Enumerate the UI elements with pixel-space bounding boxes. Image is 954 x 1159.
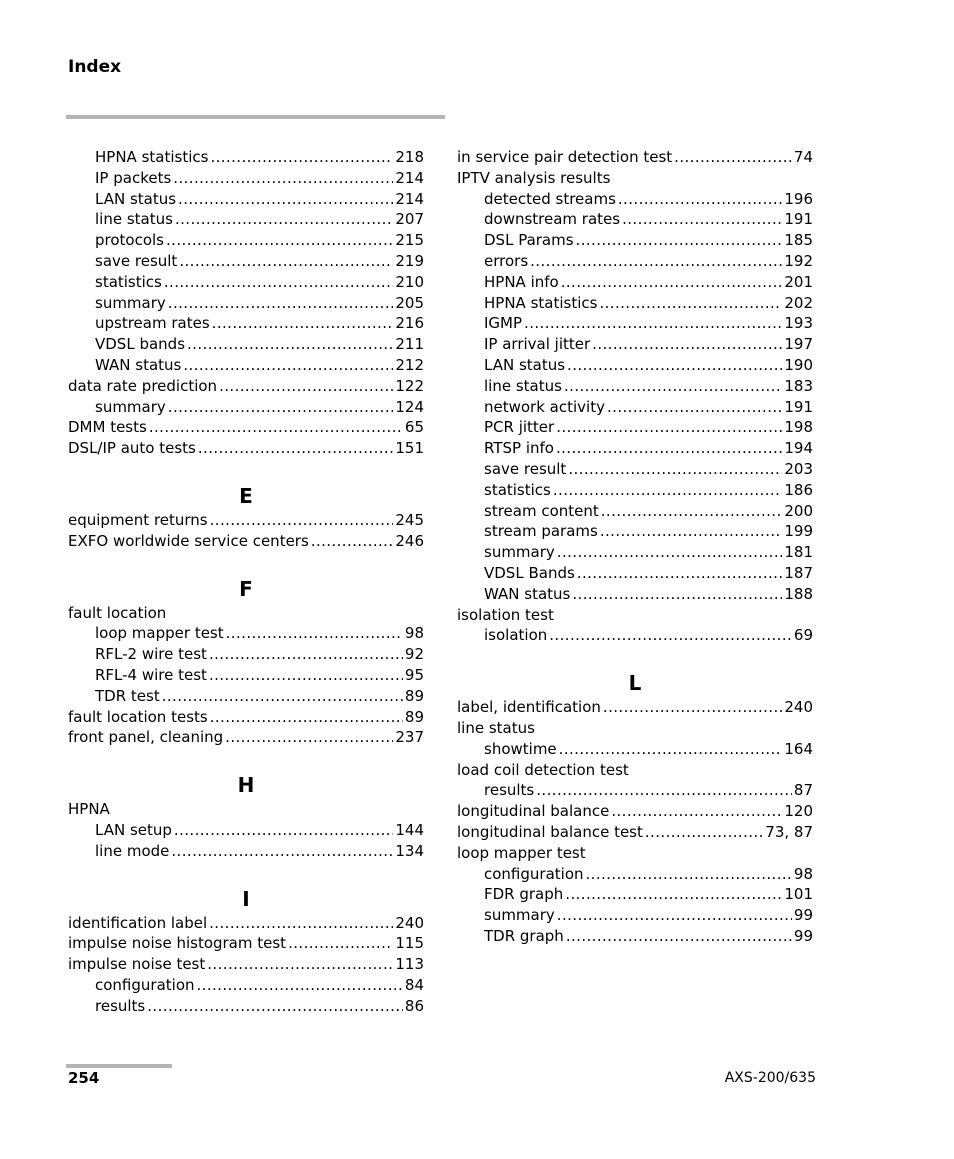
index-subentry [68, 293, 424, 314]
index-entry-page: 120 [784, 802, 813, 821]
index-entry [457, 168, 813, 189]
index-entry-page: 69 [793, 626, 813, 645]
index-entry-page: 203 [784, 459, 813, 478]
dot-leader [219, 376, 393, 397]
index-entry-label: stream params [484, 522, 598, 541]
index-subentry [68, 665, 424, 686]
dot-leader [586, 864, 792, 885]
index-entry [457, 697, 813, 718]
index-entry [457, 843, 813, 864]
index-entry-label: RFL-4 wire test [95, 665, 207, 684]
index-subentry [68, 168, 424, 189]
index-entry-page: 73, 87 [765, 822, 813, 841]
index-entry-label: DMM tests [68, 418, 147, 437]
index-entry-page: 205 [395, 293, 424, 312]
footer-document-id: AXS-200/635 [724, 1070, 816, 1086]
index-entry-label: impulse noise histogram test [68, 934, 287, 953]
index-entry [68, 603, 424, 624]
index-entry-page: 89 [404, 707, 424, 726]
index-subentry [457, 313, 813, 334]
dot-leader [592, 334, 782, 355]
index-section-letter: H [237, 773, 255, 798]
index-entry-page: 219 [395, 251, 424, 270]
index-entry-page: 95 [404, 665, 424, 684]
index-entry-page: 185 [784, 231, 813, 250]
dot-leader [603, 697, 782, 718]
index-subentry [457, 780, 813, 801]
index-section-letter: E [239, 483, 253, 508]
index-entry-label: IGMP [484, 314, 523, 333]
index-entry-page: 246 [395, 531, 424, 550]
index-entry-label: HPNA info [484, 272, 559, 291]
index-entry-label: LAN status [95, 189, 177, 208]
index-entry-label: line status [95, 210, 173, 229]
index-entry-label: configuration [95, 975, 195, 994]
dot-leader [162, 686, 403, 707]
index-entry-label: line status [457, 718, 535, 737]
index-entry-page: 216 [395, 314, 424, 333]
index-subentry [68, 189, 424, 210]
index-entry-label: summary [95, 293, 166, 312]
index-subentry [68, 230, 424, 251]
index-entry-label: HPNA statistics [484, 293, 598, 312]
index-subentry [68, 272, 424, 293]
index-subentry [68, 397, 424, 418]
index-entry-page: 190 [784, 355, 813, 374]
index-entry-page: 183 [784, 376, 813, 395]
dot-leader [566, 926, 792, 947]
index-entry-page: 193 [784, 314, 813, 333]
index-entry-page: 164 [784, 739, 813, 758]
dot-leader [187, 334, 393, 355]
index-entry-label: showtime [484, 739, 557, 758]
index-entry-page: 115 [395, 934, 424, 953]
index-entry-label: IPTV analysis results [457, 168, 611, 187]
index-subentry [68, 686, 424, 707]
index-entry-page: 65 [404, 418, 424, 437]
index-subentry [457, 438, 813, 459]
index-entry-label: fault location tests [68, 707, 208, 726]
index-entry-page: 188 [784, 584, 813, 603]
index-entry-page: 99 [793, 906, 813, 925]
index-subentry [68, 644, 424, 665]
dot-leader [225, 727, 393, 748]
page-header-title: Index [68, 57, 122, 77]
index-subentry [457, 926, 813, 947]
index-entry-label: WAN status [484, 584, 571, 603]
index-subentry [457, 209, 813, 230]
dot-leader [572, 584, 782, 605]
index-entry-label: upstream rates [95, 314, 210, 333]
index-entry-page: 214 [395, 168, 424, 187]
dot-leader [564, 376, 782, 397]
index-entry-page: 212 [395, 355, 424, 374]
index-entry-label: WAN status [95, 355, 182, 374]
index-entry-page: 124 [395, 397, 424, 416]
index-entry-label: TDR graph [484, 926, 564, 945]
dot-leader [557, 905, 792, 926]
index-entry-label: line mode [95, 841, 170, 860]
index-entry-label: network activity [484, 397, 605, 416]
index-entry-label: IP packets [95, 168, 172, 187]
index-entry-page: 181 [784, 543, 813, 562]
index-entry-page: 199 [784, 522, 813, 541]
index-column-left [68, 147, 424, 1017]
index-entry-label: protocols [95, 231, 165, 250]
index-entry-label: in service pair detection test [457, 148, 673, 166]
dot-leader [618, 189, 782, 210]
index-entry [68, 438, 424, 459]
dot-leader [568, 459, 782, 480]
dot-leader [553, 480, 782, 501]
index-entry-page: 237 [395, 728, 424, 747]
index-entry-page: 200 [784, 501, 813, 520]
dot-leader [561, 272, 783, 293]
index-subentry [457, 189, 813, 210]
index-subentry [457, 625, 813, 646]
index-entry-label: DSL/IP auto tests [68, 439, 196, 458]
index-subentry [457, 293, 813, 314]
index-entry-label: loop mapper test [95, 624, 224, 643]
index-entry [457, 147, 813, 168]
index-entry [68, 933, 424, 954]
index-entry-label: data rate prediction [68, 376, 218, 395]
index-subentry [68, 996, 424, 1017]
index-entry-label: save result [484, 459, 567, 478]
index-subentry [457, 739, 813, 760]
index-entry-page: 202 [784, 293, 813, 312]
dot-leader [607, 397, 782, 418]
index-entry-page: 187 [784, 563, 813, 582]
index-column-right [457, 147, 813, 947]
dot-leader [210, 510, 394, 531]
dot-leader [556, 438, 782, 459]
dot-leader [530, 251, 782, 272]
dot-leader [171, 841, 393, 862]
index-entry [68, 727, 424, 748]
index-section-letter: I [242, 886, 250, 911]
index-entry-label: downstream rates [484, 210, 621, 229]
index-entry [68, 913, 424, 934]
index-subentry [457, 542, 813, 563]
index-subentry [68, 841, 424, 862]
index-subentry [457, 251, 813, 272]
index-subentry [457, 355, 813, 376]
index-entry-page: 201 [784, 272, 813, 291]
index-entry-page: 101 [784, 885, 813, 904]
index-subentry [457, 563, 813, 584]
index-entry-page: 98 [793, 864, 813, 883]
index-entry-label: equipment returns [68, 510, 208, 529]
index-entry-page: 89 [404, 686, 424, 705]
index-entry [68, 531, 424, 552]
index-entry-label: TDR test [95, 686, 160, 705]
index-entry-label: save result [95, 251, 178, 270]
dot-leader [168, 397, 394, 418]
index-entry-label: RFL-2 wire test [95, 645, 207, 664]
index-entry [457, 605, 813, 626]
index-subentry [457, 397, 813, 418]
index-entry-page: 74 [793, 148, 813, 166]
index-entry-page: 194 [784, 439, 813, 458]
index-subentry [457, 417, 813, 438]
index-entry [68, 376, 424, 397]
dot-leader [209, 665, 403, 686]
dot-leader [164, 272, 393, 293]
index-entry-label: isolation [484, 626, 548, 645]
index-entry-label: impulse noise test [68, 955, 206, 974]
index-entry-page: 99 [793, 926, 813, 945]
index-entry-page: 198 [784, 418, 813, 437]
index-entry-label: label, identification [457, 698, 601, 717]
index-entry [457, 718, 813, 739]
dot-leader [198, 438, 393, 459]
index-entry-page: 84 [404, 975, 424, 994]
dot-leader [175, 209, 393, 230]
index-entry-label: results [95, 996, 146, 1015]
dot-leader [179, 251, 393, 272]
dot-leader [210, 707, 403, 728]
index-subentry [457, 376, 813, 397]
index-subentry [457, 334, 813, 355]
index-entry-label: identification label [68, 913, 208, 932]
index-entry-label: configuration [484, 864, 584, 883]
dot-leader [577, 563, 783, 584]
index-subentry [457, 459, 813, 480]
dot-leader [565, 884, 782, 905]
index-entry-page: 113 [395, 955, 424, 974]
index-entry-page: 92 [404, 645, 424, 664]
index-entry [68, 954, 424, 975]
dot-leader [549, 625, 792, 646]
dot-leader [556, 417, 782, 438]
index-entry-page: 218 [395, 148, 424, 166]
index-entry-page: 98 [404, 624, 424, 643]
index-entry-label: RTSP info [484, 439, 554, 458]
index-entry-label: statistics [484, 480, 551, 499]
index-entry-label: LAN status [484, 355, 566, 374]
index-entry-page: 192 [784, 251, 813, 270]
index-subentry [68, 313, 424, 334]
index-entry-label: loop mapper test [457, 843, 586, 862]
index-entry [457, 801, 813, 822]
dot-leader [183, 355, 393, 376]
dot-leader [674, 147, 792, 168]
index-entry-label: load coil detection test [457, 760, 629, 779]
dot-leader [524, 313, 782, 334]
index-entry-label: line status [484, 376, 562, 395]
index-entry-label: VDSL bands [95, 335, 186, 354]
dot-leader [209, 913, 393, 934]
index-entry-page: 87 [793, 781, 813, 800]
dot-leader [645, 822, 763, 843]
dot-leader [559, 739, 783, 760]
dot-leader [601, 501, 783, 522]
dot-leader [611, 801, 782, 822]
index-entry-label: LAN setup [95, 820, 172, 839]
index-subentry [457, 480, 813, 501]
index-section-letter: L [628, 671, 642, 696]
index-subentry [457, 584, 813, 605]
dot-leader [207, 954, 393, 975]
index-entry-page: 240 [395, 913, 424, 932]
dot-leader [226, 623, 403, 644]
index-entry-label: IP arrival jitter [484, 335, 591, 354]
index-subentry [457, 272, 813, 293]
index-subentry [457, 864, 813, 885]
dot-leader [147, 996, 403, 1017]
index-entry-page: 191 [784, 210, 813, 229]
dot-leader [622, 209, 782, 230]
dot-leader [173, 168, 393, 189]
dot-leader [311, 531, 394, 552]
dot-leader [536, 780, 792, 801]
index-entry-page: 240 [784, 698, 813, 717]
index-entry-label: fault location [68, 603, 167, 622]
index-entry-label: EXFO worldwide service centers [68, 531, 309, 550]
index-subentry [68, 623, 424, 644]
index-entry-label: summary [95, 397, 166, 416]
index-subentry [457, 521, 813, 542]
index-entry-label: front panel, cleaning [68, 728, 224, 747]
index-entry [68, 799, 424, 820]
index-entry-page: 191 [784, 397, 813, 416]
index-subentry [457, 884, 813, 905]
index-entry [68, 417, 424, 438]
index-entry-label: HPNA [68, 800, 110, 819]
footer-page-number: 254 [68, 1069, 100, 1087]
index-entry [68, 510, 424, 531]
index-subentry [457, 230, 813, 251]
index-entry-page: 245 [395, 510, 424, 529]
dot-leader [576, 230, 783, 251]
index-entry-page: 196 [784, 189, 813, 208]
index-subentry [68, 251, 424, 272]
index-entry-label: DSL Params [484, 231, 574, 250]
index-subentry [68, 355, 424, 376]
index-entry-page: 144 [395, 820, 424, 839]
index-entry [457, 822, 813, 843]
dot-leader [599, 293, 782, 314]
index-subentry [457, 501, 813, 522]
index-entry-page: 211 [395, 335, 424, 354]
dot-leader [600, 521, 783, 542]
dot-leader [210, 147, 393, 168]
dot-leader [197, 975, 403, 996]
index-entry-label: FDR graph [484, 885, 564, 904]
index-subentry [68, 147, 424, 168]
index-subentry [457, 905, 813, 926]
index-entry [68, 707, 424, 728]
index-subentry [68, 209, 424, 230]
dot-leader [168, 293, 394, 314]
dot-leader [557, 542, 783, 563]
dot-leader [174, 820, 393, 841]
footer-rule [66, 1064, 172, 1068]
index-entry-page: 210 [395, 272, 424, 291]
index-entry-label: results [484, 781, 535, 800]
index-subentry [68, 820, 424, 841]
dot-leader [567, 355, 782, 376]
index-entry-label: PCR jitter [484, 418, 555, 437]
index-entry-label: longitudinal balance test [457, 822, 643, 841]
index-entry-label: summary [484, 906, 555, 925]
index-entry-page: 134 [395, 841, 424, 860]
index-section-letter: F [239, 576, 253, 601]
index-entry-page: 207 [395, 210, 424, 229]
index-entry-label: errors [484, 251, 529, 270]
index-entry-label: statistics [95, 272, 162, 291]
index-entry [457, 760, 813, 781]
index-entry-label: VDSL Bands [484, 563, 575, 582]
dot-leader [149, 417, 403, 438]
dot-leader [166, 230, 393, 251]
index-entry-label: isolation test [457, 605, 554, 624]
index-entry-page: 151 [395, 439, 424, 458]
header-rule [66, 115, 445, 119]
index-entry-page: 86 [404, 996, 424, 1015]
index-entry-page: 122 [395, 376, 424, 395]
index-subentry [68, 975, 424, 996]
dot-leader [209, 644, 403, 665]
index-subentry [68, 334, 424, 355]
index-entry-label: summary [484, 543, 555, 562]
index-entry-label: longitudinal balance [457, 802, 610, 821]
index-entry-label: stream content [484, 501, 599, 520]
dot-leader [212, 313, 394, 334]
dot-leader [288, 933, 393, 954]
index-entry-page: 186 [784, 480, 813, 499]
dot-leader [178, 189, 393, 210]
index-entry-label: detected streams [484, 189, 616, 208]
index-entry-page: 215 [395, 231, 424, 250]
index-entry-page: 197 [784, 335, 813, 354]
index-entry-page: 214 [395, 189, 424, 208]
index-entry-label: HPNA statistics [95, 148, 209, 166]
